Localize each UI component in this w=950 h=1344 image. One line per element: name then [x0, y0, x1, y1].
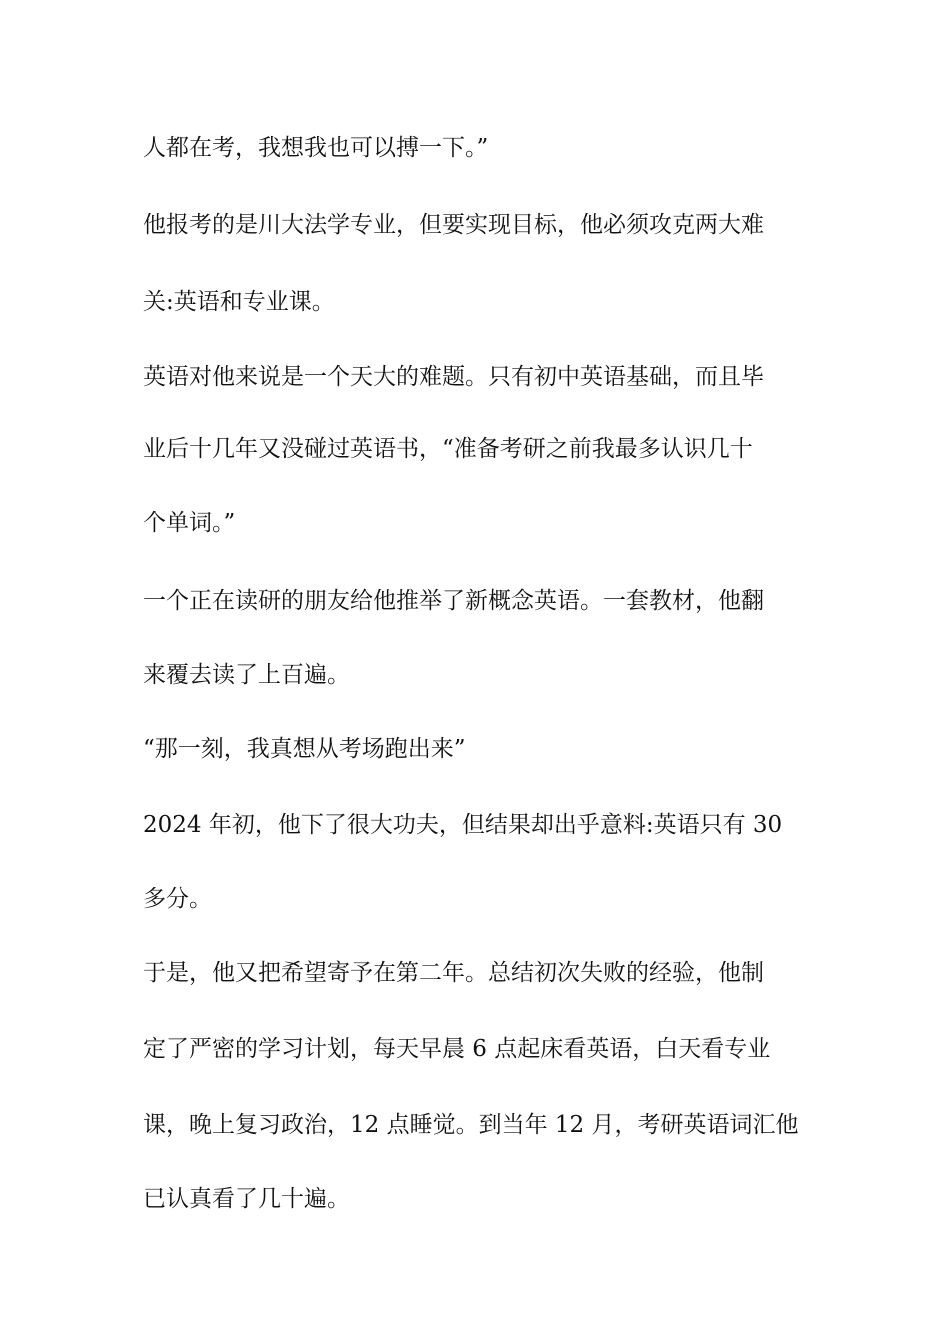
text-line: 关:英语和专业课。 [143, 289, 335, 315]
section-heading: “那一刻，我真想从考场跑出来” [143, 736, 466, 762]
text-line: 一个正在读研的朋友给他推举了新概念英语。一套教材，他翻 [143, 588, 764, 614]
text-line: 人都在考，我想我也可以搏一下。” [143, 135, 489, 161]
text-line: 来覆去读了上百遍。 [143, 662, 350, 688]
text-line: 已认真看了几十遍。 [143, 1186, 350, 1212]
text-line: 个单词。” [143, 510, 236, 536]
text-line: 他报考的是川大法学专业，但要实现目标，他必须攻克两大难 [143, 212, 764, 238]
text-line: 多分。 [143, 886, 212, 912]
text-line: 课，晚上复习政治，12 点睡觉。到当年 12 月，考研英语词汇他 [143, 1112, 799, 1138]
text-line: 业后十几年又没碰过英语书，“准备考研之前我最多认识几十 [143, 436, 753, 462]
text-line: 2024 年初，他下了很大功夫，但结果却出乎意料:英语只有 30 [143, 812, 783, 838]
text-line: 定了严密的学习计划，每天早晨 6 点起床看英语，白天看专业 [143, 1036, 771, 1062]
text-line: 英语对他来说是一个天大的难题。只有初中英语基础，而且毕 [143, 364, 764, 390]
text-line: 于是，他又把希望寄予在第二年。总结初次失败的经验，他制 [143, 960, 764, 986]
